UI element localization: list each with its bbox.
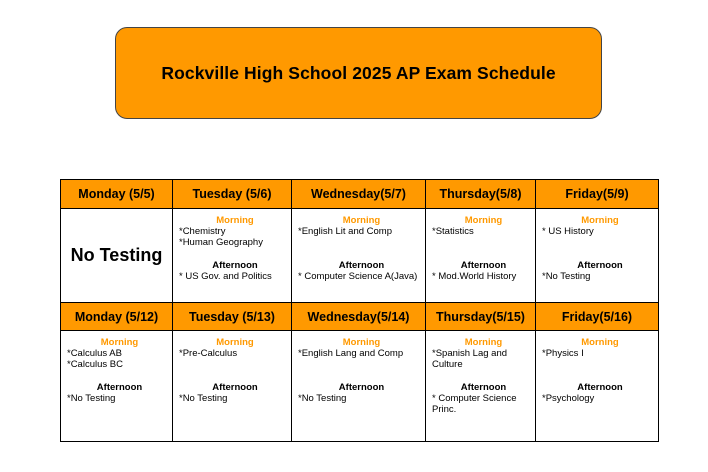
day-header-thu-w2: Thursday(5/15) bbox=[426, 303, 536, 331]
day-cell-wed-w2 bbox=[292, 331, 426, 441]
day-cell-tue-w2 bbox=[173, 331, 292, 441]
afternoon-exams: *No Testing bbox=[542, 271, 591, 282]
day-header-tue-w2: Tuesday (5/13) bbox=[173, 303, 292, 331]
afternoon-label: Afternoon bbox=[96, 382, 143, 393]
afternoon-exams: *No Testing bbox=[179, 393, 228, 404]
afternoon-exams: * US Gov. and Politics bbox=[179, 271, 272, 282]
morning-exams: *Pre-Calculus bbox=[179, 348, 238, 359]
day-header-mon-w2: Monday (5/12) bbox=[61, 303, 173, 331]
afternoon-exams: * Computer Science Princ. bbox=[432, 393, 517, 415]
day-header-mon-w1: Monday (5/5) bbox=[61, 180, 173, 209]
morning-label: Morning bbox=[342, 215, 381, 226]
morning-label: Morning bbox=[342, 337, 381, 348]
afternoon-label: Afternoon bbox=[577, 382, 623, 393]
afternoon-exams: * Computer Science A(Java) bbox=[298, 271, 418, 282]
afternoon-exams: * Mod.World History bbox=[432, 271, 517, 282]
morning-exams: *Spanish Lag and Culture bbox=[432, 348, 508, 370]
day-header-tue-w1: Tuesday (5/6) bbox=[173, 180, 292, 209]
day-cell-fri-w2 bbox=[536, 331, 658, 441]
exam-schedule-table bbox=[60, 179, 659, 442]
afternoon-exams: *No Testing bbox=[298, 393, 347, 404]
day-cell-thu-w1 bbox=[426, 209, 536, 303]
afternoon-label: Afternoon bbox=[338, 382, 385, 393]
title-banner bbox=[115, 27, 602, 119]
morning-label: Morning bbox=[216, 337, 254, 348]
afternoon-label: Afternoon bbox=[460, 260, 507, 271]
day-header-wed-w1: Wednesday(5/7) bbox=[292, 180, 426, 209]
morning-exams: *Statistics bbox=[432, 226, 474, 237]
day-cell-mon-w2 bbox=[61, 331, 173, 441]
morning-label: Morning bbox=[581, 337, 619, 348]
day-cell-mon-w1 bbox=[61, 209, 173, 303]
day-cell-thu-w2 bbox=[426, 331, 536, 441]
morning-exams: *English Lang and Comp bbox=[298, 348, 404, 359]
morning-label: Morning bbox=[100, 337, 139, 348]
afternoon-label: Afternoon bbox=[212, 260, 258, 271]
day-header-fri-w2: Friday(5/16) bbox=[536, 303, 658, 331]
day-header-fri-w1: Friday(5/9) bbox=[536, 180, 658, 209]
afternoon-label: Afternoon bbox=[212, 382, 258, 393]
day-cell-fri-w1 bbox=[536, 209, 658, 303]
afternoon-exams: *Psychology bbox=[542, 393, 595, 404]
morning-label: Morning bbox=[464, 337, 503, 348]
day-cell-wed-w1 bbox=[292, 209, 426, 303]
day-cell-tue-w1 bbox=[173, 209, 292, 303]
morning-label: Morning bbox=[581, 215, 619, 226]
morning-exams: *Chemistry *Human Geography bbox=[179, 226, 263, 248]
morning-label: Morning bbox=[216, 215, 254, 226]
afternoon-exams: *No Testing bbox=[67, 393, 116, 404]
page-title: Rockville High School 2025 AP Exam Schedule bbox=[161, 62, 556, 83]
morning-exams: *Calculus AB *Calculus BC bbox=[67, 348, 123, 370]
morning-exams: *English Lit and Comp bbox=[298, 226, 392, 237]
morning-exams: * US History bbox=[542, 226, 594, 237]
morning-label: Morning bbox=[464, 215, 503, 226]
afternoon-label: Afternoon bbox=[577, 260, 623, 271]
day-header-wed-w2: Wednesday(5/14) bbox=[292, 303, 426, 331]
day-header-thu-w1: Thursday(5/8) bbox=[426, 180, 536, 209]
no-testing-label: No Testing bbox=[70, 245, 163, 265]
morning-exams: *Physics I bbox=[542, 348, 584, 359]
afternoon-label: Afternoon bbox=[338, 260, 385, 271]
afternoon-label: Afternoon bbox=[460, 382, 507, 393]
